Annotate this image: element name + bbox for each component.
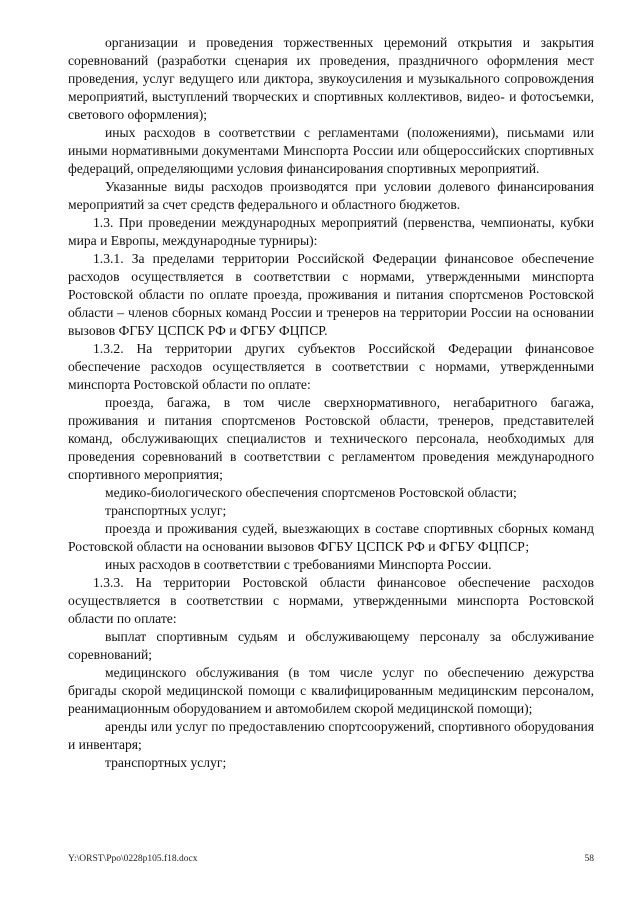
paragraph: проезда и проживания судей, выезжающих в составе спортивных сборных команд Ростовской области на основании вызовов ФГБУ ЦСПСК РФ и ФГБУ ФЦПСР; <box>68 521 594 554</box>
paragraph: выплат спортивным судьям и обслуживающему персоналу за обслуживание соревнований; <box>68 629 594 662</box>
paragraph: 1.3.1. За пределами территории Российской Федерации финансовое обеспечение расходов осуществляется в соответствии с нормами, утвержденными минспорта Ростовской области по оплате проезда, проживания и питания спортсменов Ростовской области – членов сборных команд России и тренеров на территории России на основании вызовов ФГБУ ЦСПСК РФ и ФГБУ ФЦПСР. <box>68 251 594 338</box>
paragraph: транспортных услуг; <box>105 755 227 770</box>
paragraph: медицинского обслуживания (в том числе услуг по обеспечению дежурства бригады скорой медицинской помощи с квалифицированным медицинским персоналом, реанимационным оборудованием и автомобилем скорой медицинской помощи); <box>68 665 594 716</box>
paragraph: иных расходов в соответствии с регламентами (положениями), письмами или иными нормативными документами Минспорта России или общероссийских спортивных федераций, определяющими условия финансирования спортивных мероприятий. <box>68 125 594 176</box>
paragraph: проезда, багажа, в том числе сверхнормативного, негабаритного багажа, проживания и питания спортсменов Ростовской области, тренеров, представителей команд, обслуживающих специалистов и технического персонала, необходимых для проведения соревнований в соответствии с регламентом проведения международного спортивного мероприятия; <box>68 395 594 482</box>
paragraph: иных расходов в соответствии с требованиями Минспорта России. <box>105 557 492 572</box>
file-path: Y:\ORST\Ppo\0228p105.f18.docx <box>68 854 198 864</box>
paragraph: аренды или услуг по предоставлению спортсооружений, спортивного оборудования и инвентаря; <box>68 719 594 752</box>
page-number: 58 <box>584 854 594 864</box>
paragraph: организации и проведения торжественных церемоний открытия и закрытия соревнований (разработки сценария их проведения, праздничного оформления мест проведения, услуг ведущего или диктора, звукоусиления и музыкального сопровождения мероприятий, выступлений творческих и спортивных коллективов, видео- и фотосъемки, светового оформления); <box>68 35 594 122</box>
paragraph: Указанные виды расходов производятся при условии долевого финансирования мероприятий за счет средств федерального и областного бюджетов. <box>68 179 594 212</box>
paragraph: медико-биологического обеспечения спортсменов Ростовской области; <box>105 485 517 500</box>
paragraph: 1.3.3. На территории Ростовской области финансовое обеспечение расходов осуществляется в соответствии с нормами, утвержденными минспорта Ростовской области по оплате: <box>68 575 594 626</box>
paragraph: транспортных услуг; <box>105 503 227 518</box>
document-body <box>68 34 594 772</box>
page-footer <box>68 854 594 868</box>
paragraph: 1.3.2. На территории других субъектов Российской Федерации финансовое обеспечение расходов осуществляется в соответствии с нормами, утвержденными минспорта Ростовской области по оплате: <box>68 341 594 392</box>
paragraph: 1.3. При проведении международных мероприятий (первенства, чемпионаты, кубки мира и Европы, международные турниры): <box>68 215 594 248</box>
